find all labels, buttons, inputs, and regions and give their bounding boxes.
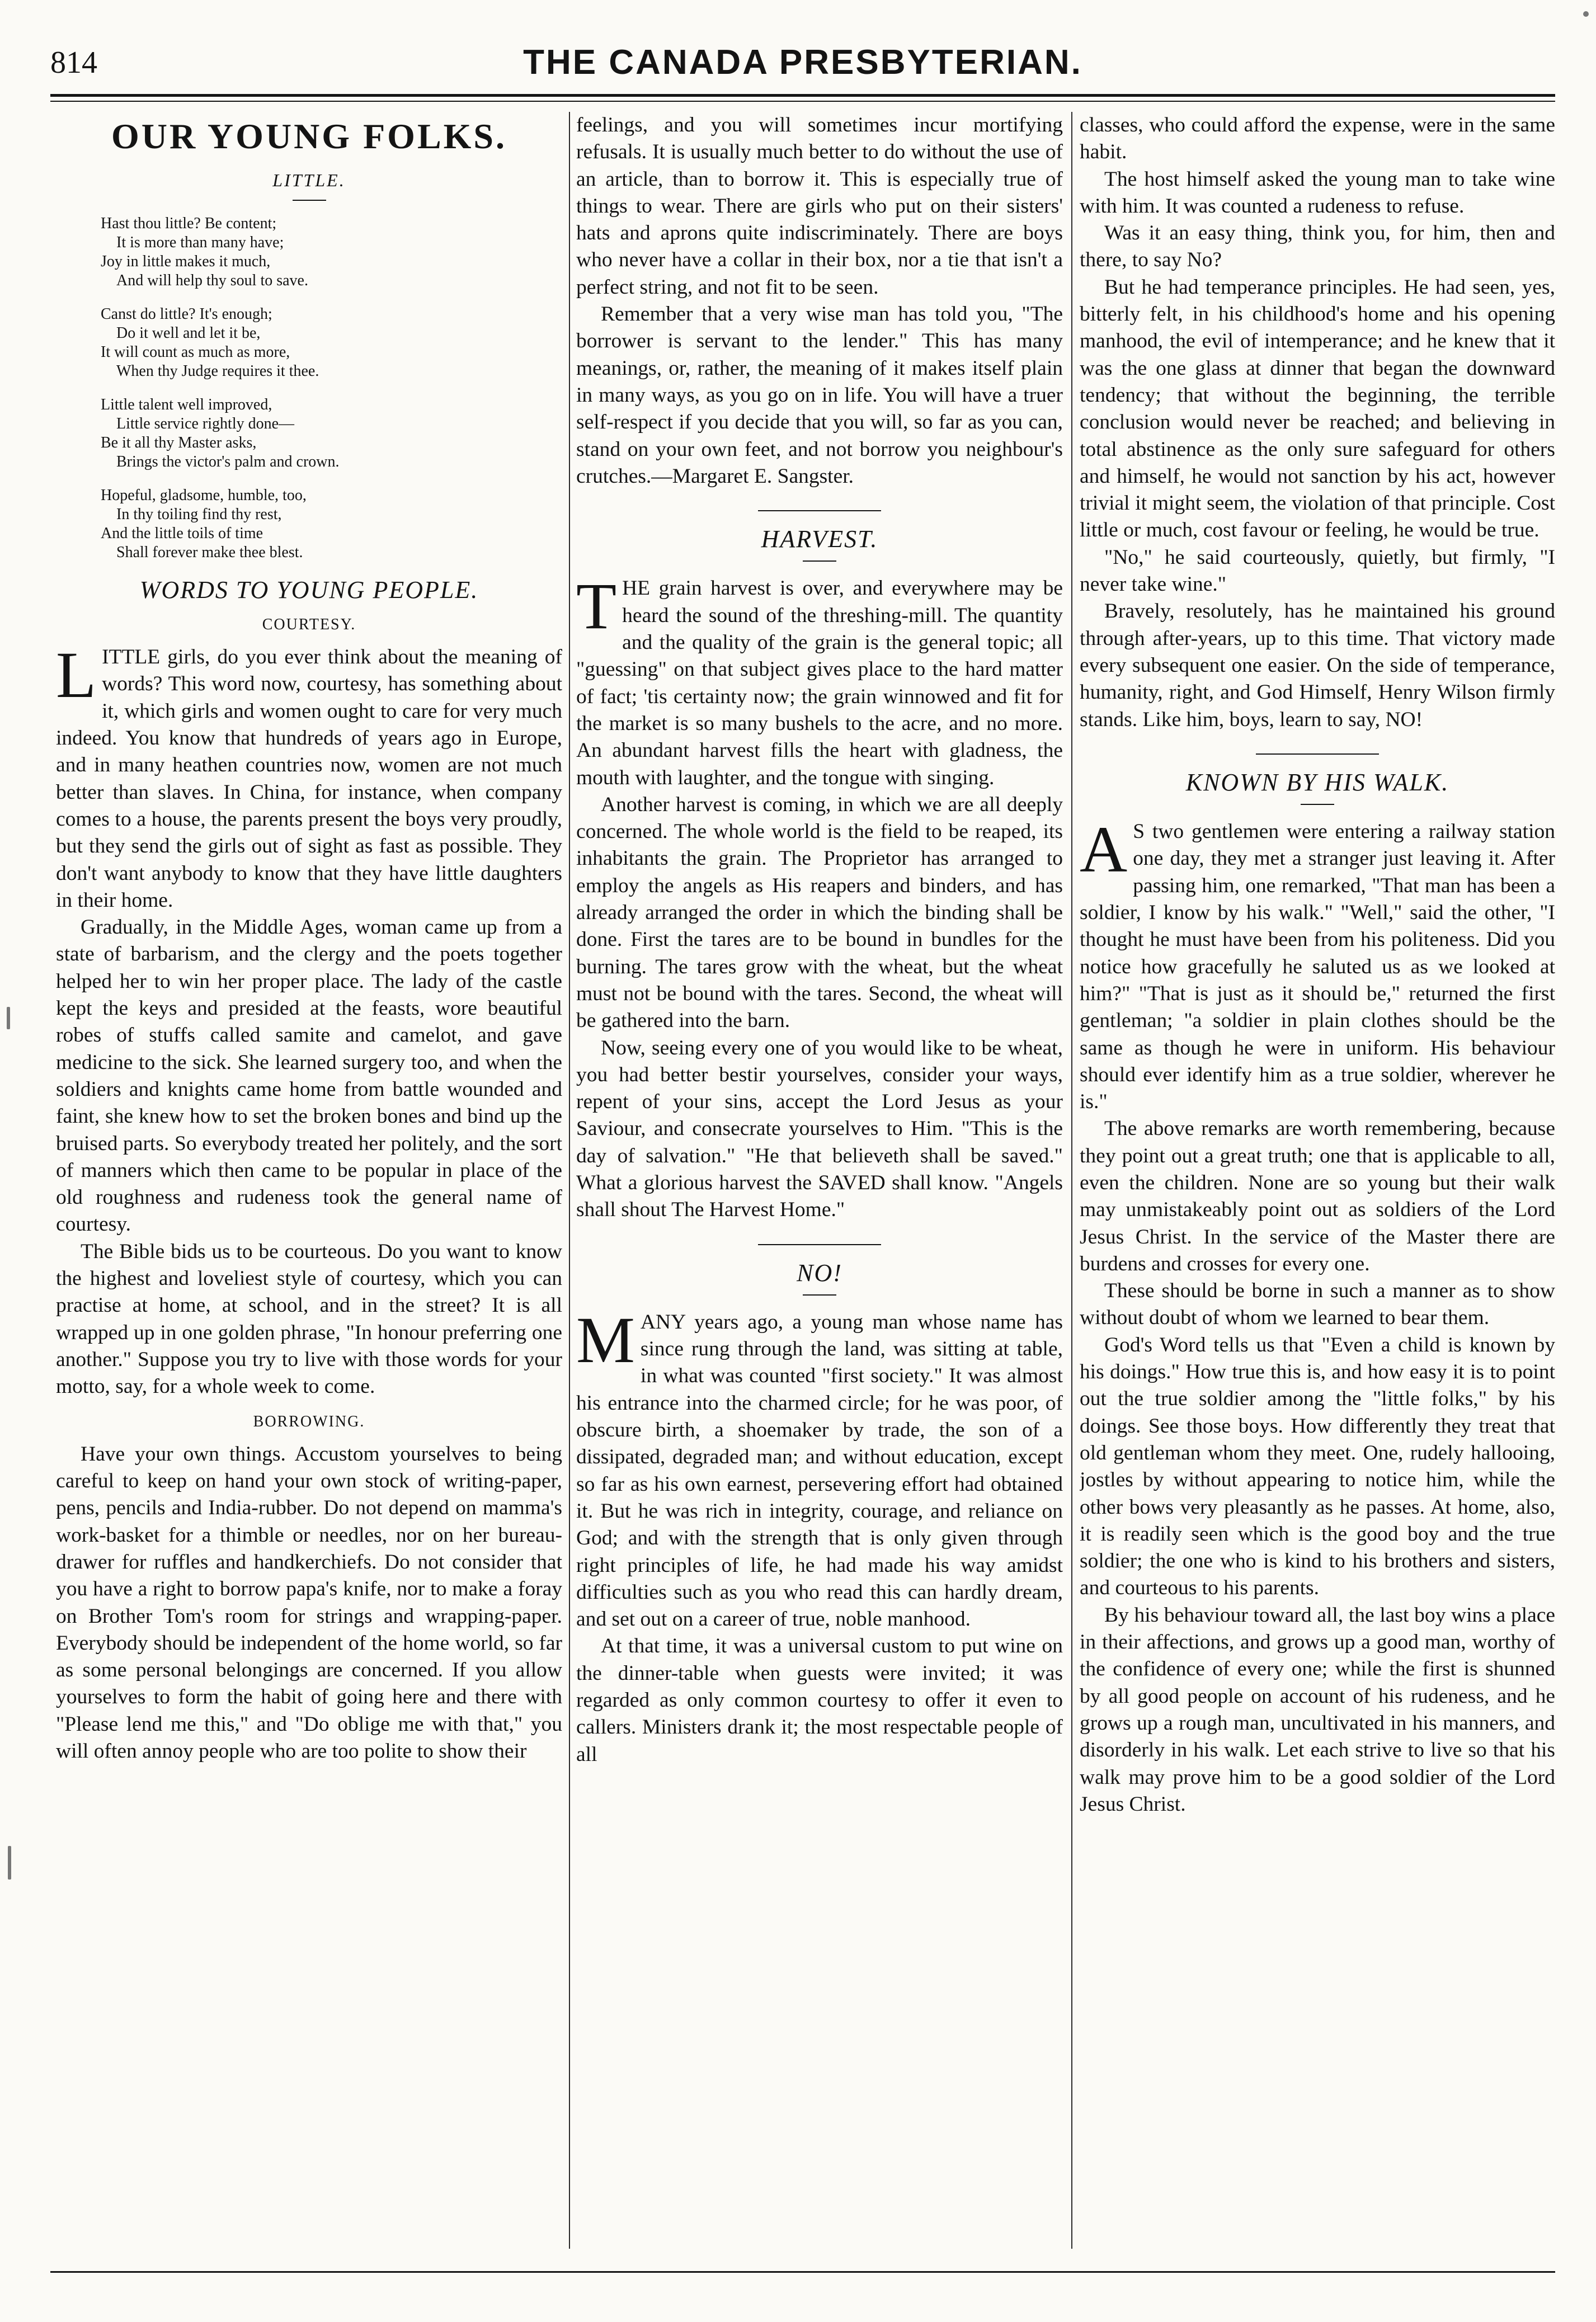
article-paragraph: The above remarks are worth remembering, because they point out a great truth; one that is applicable to all, even the children. None are so young but their walk may unmistakeably point out as soldiers of the Lord Jesus Christ. In the service of the Master there are burdens and crosses for every one. (1080, 1117, 1555, 1275)
poem-line: And the little toils of time (101, 524, 263, 542)
article-paragraph: classes, who could afford the expense, were in the same habit. (1080, 114, 1555, 164)
article-paragraph: LITTLE girls, do you ever think about the meaning of words? This word now, courtesy, has something about it, which girls and women ought to care for very much indeed. You know that hundreds of years ago in Europe, and in many heathen countries now, women are not much better than slaves. In China, for instance, when company comes to a house, the parents present the boys very proudly, but they send the girls out of sight as fast as possible. They don't want anybody to know that they have little daughters in their home. (56, 638, 562, 912)
poem-line: And will help thy soul to save. (116, 271, 308, 289)
poem-line: Brings the victor's palm and crown. (116, 453, 340, 470)
poem-stanza (101, 395, 562, 472)
poem-line: Little service rightly done— (116, 415, 295, 432)
poem-line: Little talent well improved, (101, 395, 272, 413)
article-paragraph: "No," he said courteously, quietly, but firmly, "I never take wine." (1080, 545, 1555, 596)
poem-line: In thy toiling find thy rest, (116, 505, 282, 523)
column-3 (1080, 112, 1555, 2249)
article-paragraph: Now, seeing every one of you would like to be wheat, you had better bestir yourselves, consider your ways, repent of your sins, accept the Lord Jesus as your Saviour, and consecrate yourselves to Him. "This is the day of salvation." "He that believeth shall be saved." What a glorious harvest the SAVED shall know. "Angels shall shout The Harvest Home." (576, 1036, 1063, 1222)
article-paragraph: By his behaviour toward all, the last boy wins a place in their affections, and grows up a good man, worthy of the confidence of every one; while the first is shunned by all good people on account of his rudeness, and he grows up a rough man, uncultivated in his manners, and disorderly in his walk. Let each strive to live so that his walk may prove him to be a good soldier of the Lord Jesus Christ. (1080, 1603, 1555, 1816)
title-rule (1301, 804, 1334, 805)
poem-line: When thy Judge requires it thee. (116, 362, 319, 380)
article-paragraph: Another harvest is coming, in which we are all deeply concerned. The whole world is the field to be reaped, its inhabitants the grain. The Proprietor has arranged to employ the angels as His reapers and binders, and has already arranged the order in which the binding shall be done. First the tares are to be bound in bundles for the burning. The tares grow with the wheat, but the wheat must not be bound with the tares. Second, the wheat will be gathered into the barn. (576, 793, 1063, 1033)
poem-line: Hast thou little? Be content; (101, 214, 277, 232)
masthead-rule (50, 94, 1555, 97)
scan-speck (8, 1846, 11, 1880)
article-title-harvest: HARVEST. (761, 525, 878, 553)
article-separator (758, 1244, 881, 1245)
poem-line: Joy in little makes it much, (101, 252, 271, 270)
masthead (50, 39, 1555, 95)
article-paragraph: Was it an easy thing, think you, for him, then and there, to say No? (1080, 222, 1555, 272)
page-number: 814 (50, 45, 97, 80)
poem-stanza (101, 486, 562, 562)
poem-title: LITTLE. (272, 170, 346, 191)
scan-speck (7, 1007, 10, 1029)
subhead-borrowing: BORROWING. (253, 1412, 365, 1430)
article-paragraph: AS two gentlemen were entering a railway station one day, they met a stranger just leaving it. After passing him, one remarked, "That man has been a soldier, I know by his walk." "Well," said the other, "I thought he must have been from his politeness. Did you notice how gracefully he saluted us as we looked at him?" "That is just as it should be," returned the first gentleman; "a soldier in plain clothes should be the same as though he were in uniform. His behaviour should ever identify him as a true soldier, wherever he is." (1080, 813, 1555, 1114)
article-paragraph: At that time, it was a universal custom to put wine on the dinner-table when guests were invited; it was regarded as only common courtesy to offer it even to callers. Ministers drank it; the most respectable people of all (576, 1635, 1063, 1766)
scan-speck (1583, 11, 1589, 17)
article-separator (1256, 753, 1379, 755)
article-paragraph: The Bible bids us to be courteous. Do you want to know the highest and loveliest style of courtesy, which you can practise at home, at school, and in the street? It is all wrapped up in one golden phrase, "In honour preferring one another." Suppose you try to live with those words for your motto, say, for a whole week to come. (56, 1240, 562, 1398)
article-paragraph: MANY years ago, a young man whose name has since rung through the land, was sitting at table, in what was counted "first society." It was almost his entrance into the charmed circle; for he was poor, of obscure birth, a shoemaker by trade, the son of a dissipated, degraded man; and without education, except so far as his own earnest, persevering effort had obtained it. But he was rich in integrity, courage, and reliance on God; and with the strength that is only given through right principles of life, he had made his way amidst difficulties such as you who read this can hardly dream, and set out on a career of true, noble manhood. (576, 1303, 1063, 1631)
article-paragraph: Gradually, in the Middle Ages, woman came up from a state of barbarism, and the clergy and the poets together helped her to win her proper place. The lady of the castle kept the keys and presided at the feasts, wore beautiful robes of stuffs called samite and camelot, and gave medicine to the sick. She learned surgery too, and when the soldiers and knights came home from battle wounded and faint, she knew how to set the broken bones and bind up the bruised parts. So everybody treated her politely, and the sort of manners which then came to be popular in place of the old roughness and rudeness took the general name of courtesy. (56, 916, 562, 1236)
poem-stanza (101, 214, 562, 290)
article-paragraph: But he had temperance principles. He had seen, yes, bitterly felt, in his childhood's home and his opening manhood, the evil of intemperance; and he knew that it was the one glass at dinner that began the downward tendency; that without the beginning, the terrible conclusion would never be reached; and believing in total abstinence as the only sure safeguard for others and himself, he would not sanction by his act, however trivial it might seem, the violation of that principle. Cost little or much, cost favour or feeling, he would be true. (1080, 275, 1555, 542)
poem-stanza (101, 305, 562, 381)
poem-line: Be it all thy Master asks, (101, 434, 257, 451)
article-title-words-to-young-people: WORDS TO YOUNG PEOPLE. (139, 576, 479, 604)
article-separator (758, 510, 881, 511)
article-paragraph: feelings, and you will sometimes incur mortifying refusals. It is usually much better to do without the use of an article, than to borrow it. This is especially true of things to wear. There are girls who put on their sisters' hats and aprons quite indiscriminately. There are boys who never have a collar in their box, nor a tie that isn't a perfect string, and not fit to be seen. (576, 114, 1063, 299)
poem-title-rule (293, 200, 326, 201)
article-paragraph: The host himself asked the young man to take wine with him. It was counted a rudeness to refuse. (1080, 167, 1555, 218)
page-bottom-rule (50, 2271, 1555, 2273)
subhead-courtesy: COURTESY. (262, 615, 356, 633)
column-divider-1 (569, 112, 570, 2249)
title-rule (803, 561, 836, 562)
article-title-known-by-his-walk: KNOWN BY HIS WALK. (1185, 768, 1449, 796)
article-paragraph: Bravely, resolutely, has he maintained his ground through after-years, up to this time. That victory made every subsequent one easier. On the side of temperance, humanity, right, and God Himself, Henry Wilson firmly stands. Like him, boys, learn to say, NO! (1080, 600, 1555, 731)
article-paragraph: Remember that a very wise man has told you, "The borrower is servant to the lender." This has many meanings, or, rather, the meaning of it makes itself plain in many ways, as you go on in life. You will have a truer self-respect if you decide that you will, so far as you can, stand on your own feet, and not borrow you neighbour's crutches.—Margaret E. Sangster. (576, 303, 1063, 488)
column-1 (56, 112, 562, 2249)
column-divider-2 (1071, 112, 1072, 2249)
article-paragraph: Have your own things. Accustom yourselves to being careful to keep on hand your own stock of writing-paper, pens, pencils and India-rubber. Do not depend on mamma's work-basket for a thimble or needles, nor on her bureau-drawer for ruffles and handkerchiefs. Do not consider that you have a right to borrow papa's knife, nor to make a foray on Brother Tom's room for strings and wrapping-paper. Everybody should be independent of the home world, so far as some personal belongings are concerned. If you allow yourselves to form the habit of going here and there with "Please lend me this," and "Do oblige me with that," you will often annoy people who are too polite to show their (56, 1442, 562, 1763)
article-paragraph: These should be borne in such a manner as to show without doubt of whom we learned to bear them. (1080, 1279, 1555, 1330)
poem-body (56, 214, 562, 562)
newspaper-title: THE CANADA PRESBYTERIAN. (523, 43, 1082, 82)
article-title-no: NO! (797, 1259, 842, 1287)
article-paragraph: God's Word tells us that "Even a child is known by his doings." How true this is, and how easy it is to point out the true soldier among the "little folks," by his doings. See those boys. How differently they treat that old gentleman whom they meet. One, rudely hallooing, jostles by without appearing to notice him, while the other bows very pleasantly as he passes. At home, also, it is readily seen which is the good boy and the true soldier; the one who is kind to his brothers and sisters, and courteous to his parents. (1080, 1333, 1555, 1600)
title-rule (803, 1294, 836, 1296)
section-banner: OUR YOUNG FOLKS. (111, 116, 507, 156)
masthead-rule-thin (50, 101, 1555, 102)
column-2 (576, 112, 1063, 2249)
poem-line: It is more than many have; (116, 233, 284, 251)
article-paragraph: THE grain harvest is over, and everywhere may be heard the sound of the threshing-mill. The quantity and the quality of the grain is the general topic; all "guessing" on that subject gives place to the hard matter of fact; 'tis certainty now; the grain winnowed and fit for the market is so many bushels to the acre, and no more. An abundant harvest fills the heart with gladness, the mouth with laughter, and the tongue with singing. (576, 569, 1063, 789)
poem-line: Hopeful, gladsome, humble, too, (101, 486, 307, 504)
poem-line: Canst do little? It's enough; (101, 305, 272, 323)
poem-line: Shall forever make thee blest. (116, 543, 303, 561)
poem-line: Do it well and let it be, (116, 324, 261, 342)
poem-line: It will count as much as more, (101, 343, 290, 361)
